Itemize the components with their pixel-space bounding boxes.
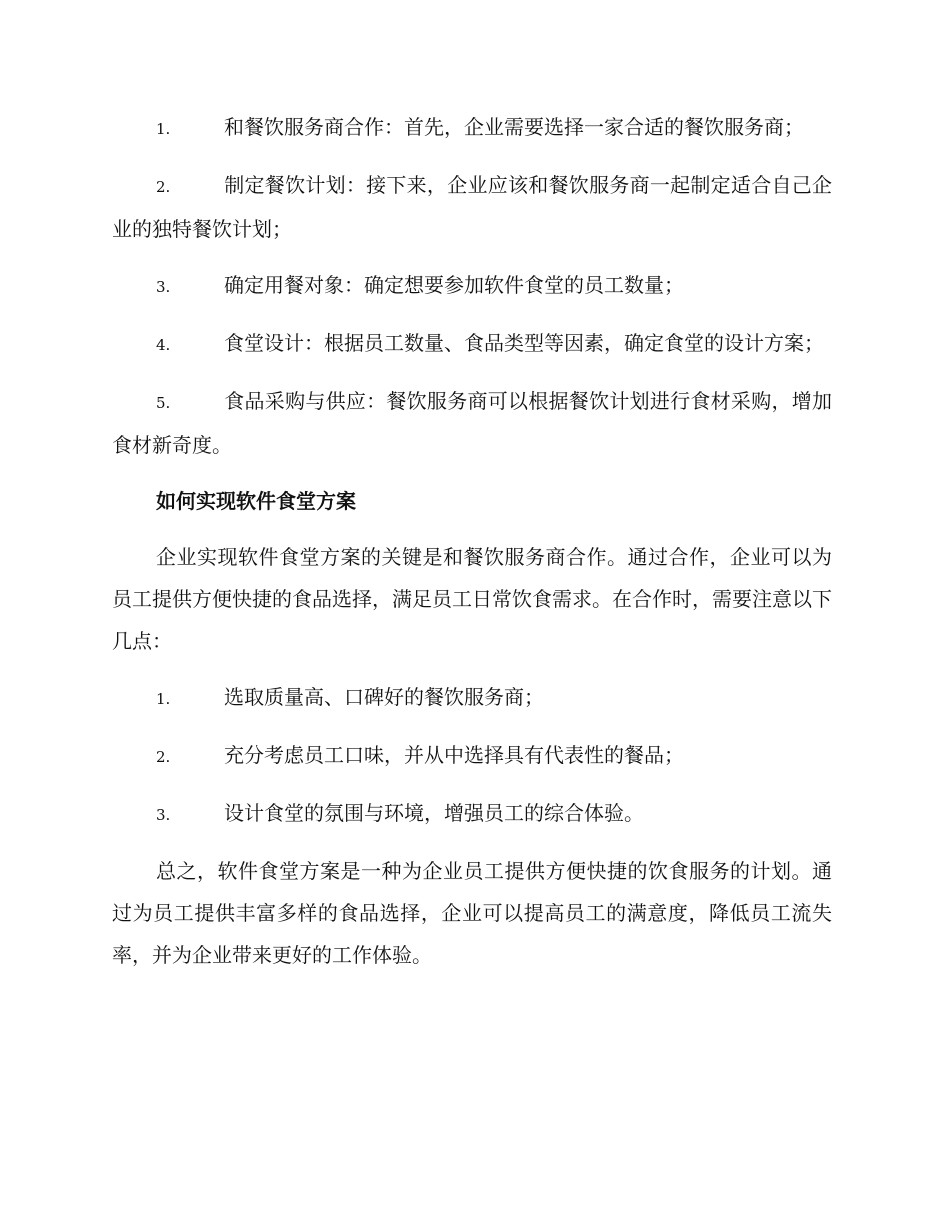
list-item (112, 264, 832, 308)
list-text: 制定餐饮计划：接下来，企业应该和餐饮服务商一起制定适合自己企业的独特餐饮计划； (112, 173, 832, 241)
list-item (112, 676, 832, 720)
list-text: 确定用餐对象：确定想要参加软件食堂的员工数量； (224, 273, 684, 297)
list-text: 和餐饮服务商合作：首先，企业需要选择一家合适的餐饮服务商； (224, 115, 804, 139)
list-number: 2. (156, 178, 171, 196)
cooperation-points-list (112, 676, 832, 836)
list-number: 1. (156, 690, 171, 708)
section-heading: 如何实现软件食堂方案 (156, 489, 356, 513)
intro-paragraph: 企业实现软件食堂方案的关键是和餐饮服务商合作。通过合作，企业可以为员工提供方便快捷的食品选择，满足员工日常饮食需求。在合作时，需要注意以下几点： (112, 545, 832, 653)
list-text: 食品采购与供应：餐饮服务商可以根据餐饮计划进行食材采购，增加食材新奇度。 (112, 389, 832, 457)
list-number: 3. (156, 806, 171, 824)
list-item (112, 792, 832, 836)
list-number: 2. (156, 748, 171, 766)
list-number: 1. (156, 120, 171, 138)
list-text: 设计食堂的氛围与环境，增强员工的综合体验。 (224, 801, 644, 825)
list-item (112, 106, 832, 150)
list-number: 4. (156, 336, 171, 354)
list-item (112, 164, 832, 250)
list-text: 食堂设计：根据员工数量、食品类型等因素，确定食堂的设计方案； (224, 331, 824, 355)
list-item (112, 322, 832, 366)
conclusion-paragraph: 总之，软件食堂方案是一种为企业员工提供方便快捷的饮食服务的计划。通过为员工提供丰富多样的食品选择，企业可以提高员工的满意度，降低员工流失率，并为企业带来更好的工作体验。 (112, 859, 832, 967)
list-number: 5. (156, 394, 171, 412)
list-item (112, 380, 832, 466)
list-number: 3. (156, 278, 171, 296)
list-text: 充分考虑员工口味，并从中选择具有代表性的餐品； (224, 743, 684, 767)
document-page (112, 106, 832, 990)
list-text: 选取质量高、口碑好的餐饮服务商； (224, 685, 544, 709)
list-item (112, 734, 832, 778)
implementation-steps-list (112, 106, 832, 466)
